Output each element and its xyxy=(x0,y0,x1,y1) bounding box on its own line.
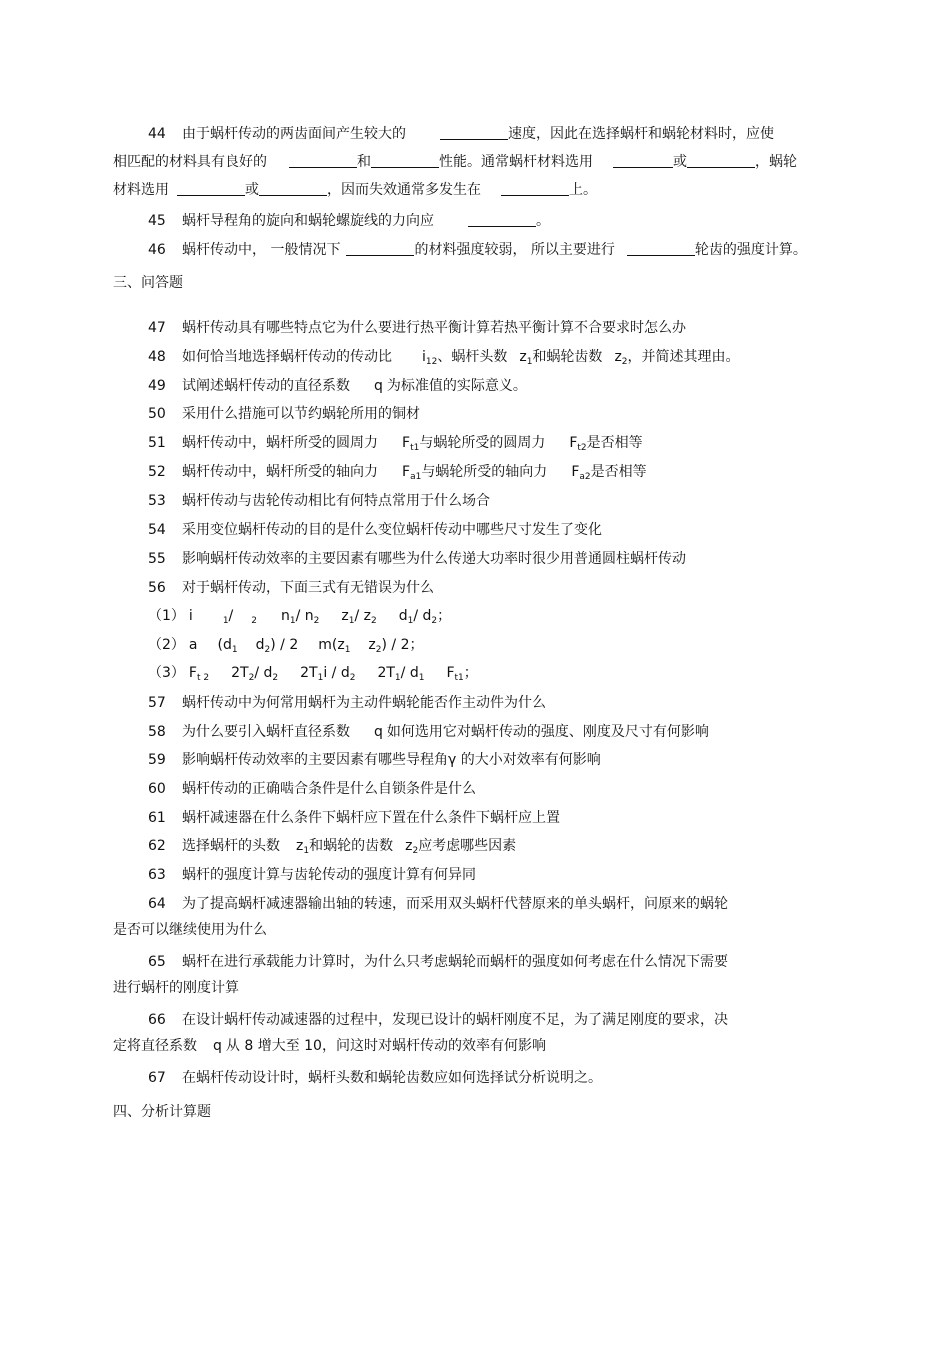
section-heading-3: 三、问答题 xyxy=(113,275,183,291)
fill-blank[interactable] xyxy=(687,153,755,168)
fill-blank[interactable] xyxy=(259,181,327,196)
question-62: 62 选择蜗杆的头数 $z_1$和蜗轮的齿数 $z_2$应考虑哪些因素 xyxy=(148,838,517,856)
question-67: 67 在蜗杆传动设计时，蜗杆头数和蜗轮齿数应如何选择试分析说明之。 xyxy=(148,1070,602,1086)
fill-blank[interactable] xyxy=(613,153,673,168)
question-64-line-1: 64 为了提高蜗杆减速器输出轴的转速，而采用双头蜗杆代替原来的单头蜗杆，问原来的蜗轮 xyxy=(148,896,728,912)
fill-blank[interactable] xyxy=(371,153,439,168)
question-58: 58 为什么要引入蜗杆直径系数 q 如何选用它对蜗杆传动的强度、刚度及尺寸有何影响 xyxy=(148,724,709,740)
question-61: 61 蜗杆减速器在什么条件下蜗杆应下置在什么条件下蜗杆应上置 xyxy=(148,810,560,826)
question-55: 55 影响蜗杆传动效率的主要因素有哪些为什么传递大功率时很少用普通圆柱蜗杆传动 xyxy=(148,551,686,567)
question-47: 47 蜗杆传动具有哪些特点它为什么要进行热平衡计算若热平衡计算不合要求时怎么办 xyxy=(148,320,686,336)
fill-blank[interactable] xyxy=(440,125,508,140)
question-66-line-2: 定将直径系数 q 从 8 增大至 10，问这时对蜗杆传动的效率有何影响 xyxy=(113,1038,546,1054)
formula-3: （3） $F_{t 2}$ $2T_2/$ $d_2$ $2T_1i / d_2$ $2T_1/$ $d_1$ $F_{t1}$； xyxy=(148,665,478,683)
fill-blank[interactable] xyxy=(289,153,357,168)
section-heading-4: 四、分析计算题 xyxy=(113,1104,211,1120)
question-59: 59 影响蜗杆传动效率的主要因素有哪些导程角γ 的大小对效率有何影响 xyxy=(148,752,601,768)
fill-blank[interactable] xyxy=(627,241,695,256)
formula-1: （1） i $_1$/ $_2$ $n_1/$ $n_2$ $z_1/$ $z_2$ $d_1/$ $d_2$； xyxy=(148,608,452,626)
question-49: 49 试阐述蜗杆传动的直径系数 q 为标准值的实际意义。 xyxy=(148,378,527,394)
question-number: 44 xyxy=(148,126,166,142)
question-45: 45 蜗杆导程角的旋向和蜗轮螺旋线的力向应 。 xyxy=(148,213,550,229)
question-44-line-3: 材料选用 或 ，因而失效通常多发生在 上。 xyxy=(113,182,597,198)
question-66-line-1: 66 在设计蜗杆传动减速器的过程中，发现已设计的蜗杆刚度不足，为了满足刚度的要求，决 xyxy=(148,1012,728,1028)
question-63: 63 蜗杆的强度计算与齿轮传动的强度计算有何异同 xyxy=(148,867,476,883)
fill-blank[interactable] xyxy=(501,181,569,196)
question-50: 50 采用什么措施可以节约蜗轮所用的铜材 xyxy=(148,406,420,422)
fill-blank[interactable] xyxy=(177,181,245,196)
question-56: 56 对于蜗杆传动，下面三式有无错误为什么 xyxy=(148,580,434,596)
formula-2: （2） a ($d_1$ $d_2) / 2$ $m(z_1$ $z_2) / 2$； xyxy=(148,637,424,655)
fill-blank[interactable] xyxy=(468,212,536,227)
question-44-line-1: 44 由于蜗杆传动的两齿面间产生较大的 速度，因此在选择蜗杆和蜗轮材料时，应使 xyxy=(148,126,774,142)
question-60: 60 蜗杆传动的正确啮合条件是什么自锁条件是什么 xyxy=(148,781,476,797)
question-57: 57 蜗杆传动中为何常用蜗杆为主动件蜗轮能否作主动件为什么 xyxy=(148,695,546,711)
question-52: 52 蜗杆传动中，蜗杆所受的轴向力 $F_{a1}$与蜗轮所受的轴向力 $F_{a2}$是否相等 xyxy=(148,464,647,482)
question-54: 54 采用变位蜗杆传动的目的是什么变位蜗杆传动中哪些尺寸发生了变化 xyxy=(148,522,602,538)
question-44-line-2: 相匹配的材料具有良好的 和 性能。通常蜗杆材料选用 或 ，蜗轮 xyxy=(113,154,797,170)
question-53: 53 蜗杆传动与齿轮传动相比有何特点常用于什么场合 xyxy=(148,493,490,509)
question-65-line-2: 进行蜗杆的刚度计算 xyxy=(113,980,239,996)
question-46: 46 蜗杆传动中， 一般情况下 的材料强度较弱， 所以主要进行 轮齿的强度计算。 xyxy=(148,242,807,258)
question-65-line-1: 65 蜗杆在进行承载能力计算时，为什么只考虑蜗轮而蜗杆的强度如何考虑在什么情况下需要 xyxy=(148,954,728,970)
fill-blank[interactable] xyxy=(346,241,414,256)
question-64-line-2: 是否可以继续使用为什么 xyxy=(113,922,267,938)
question-51: 51 蜗杆传动中，蜗杆所受的圆周力 $F_{t1}$与蜗轮所受的圆周力 $F_{t2}$是否相等 xyxy=(148,435,643,453)
question-48: 48 如何恰当地选择蜗杆传动的传动比 $i_{12}$、蜗杆头数 $z_1$和蜗轮齿数 $z_2$，并简述其理由。 xyxy=(148,349,740,367)
